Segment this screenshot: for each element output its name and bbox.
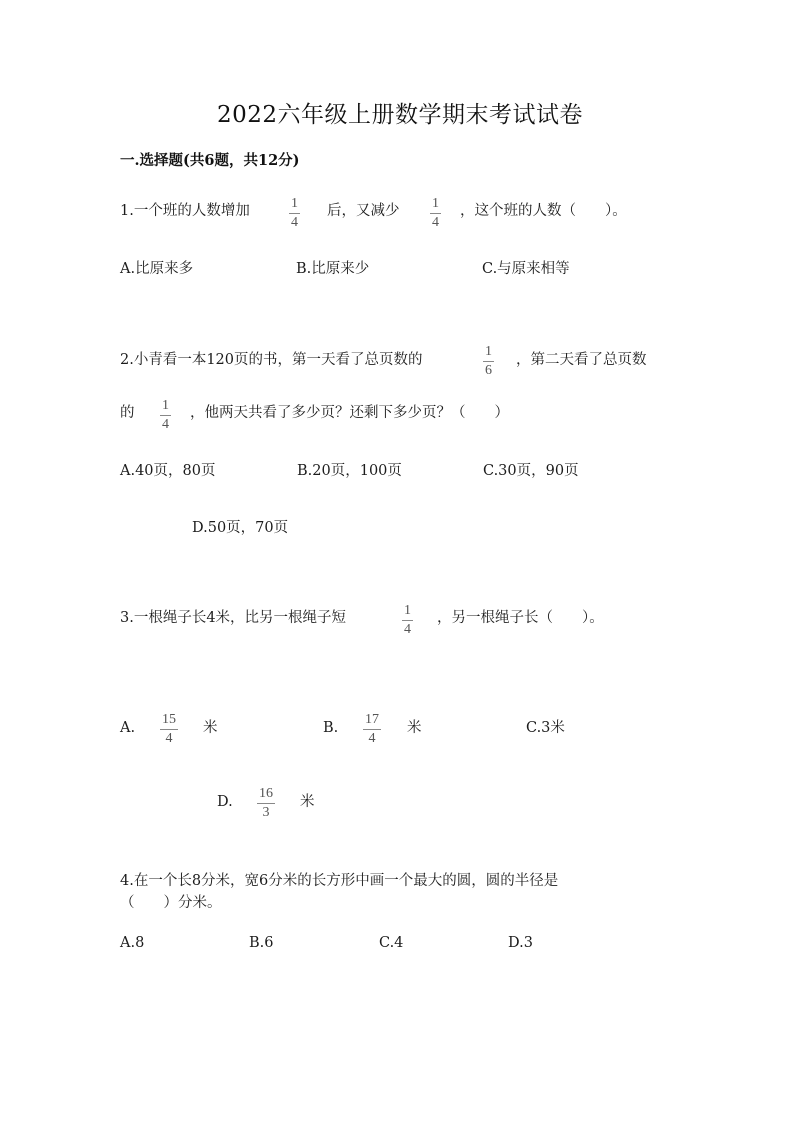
fraction-numerator: 1 <box>160 398 171 416</box>
question-2-text-c: 的 <box>120 405 135 421</box>
fraction-denominator: 4 <box>291 215 298 230</box>
question-3-option-c: C.3米 <box>526 720 565 736</box>
question-4-option-b: B.6 <box>249 935 274 951</box>
question-2-option-d: D.50页，70页 <box>192 520 289 536</box>
question-3-option-d-unit: 米 <box>300 794 315 810</box>
fraction-numerator: 17 <box>363 712 381 730</box>
question-4-option-c: C.4 <box>379 935 404 951</box>
question-2-option-c: C.30页，90页 <box>483 463 579 479</box>
question-1-option-b: B.比原来少 <box>296 261 370 277</box>
fraction-denominator: 6 <box>485 363 492 378</box>
question-1-text-c: ，这个班的人数（ ）。 <box>460 203 627 219</box>
question-4-option-d: D.3 <box>508 935 533 951</box>
question-2-fraction-1 <box>483 344 494 379</box>
question-2-text-b: ，第二天看了总页数 <box>516 352 647 368</box>
question-2-option-a: A.40页，80页 <box>120 463 216 479</box>
question-1-option-c: C.与原来相等 <box>482 261 570 277</box>
question-1-option-a: A.比原来多 <box>120 261 194 277</box>
question-3-option-d-fraction <box>257 786 275 821</box>
fraction-denominator: 4 <box>162 417 169 432</box>
fraction-numerator: 16 <box>257 786 275 804</box>
question-2-option-b: B.20页，100页 <box>297 463 402 479</box>
question-3-option-b-label: B. <box>323 720 339 736</box>
fraction-denominator: 3 <box>262 805 270 820</box>
section-heading: 一.选择题(共6题，共12分) <box>120 152 300 169</box>
question-3-option-b-fraction <box>363 712 381 747</box>
question-2-text-a: 2.小青看一本120页的书，第一天看了总页数的 <box>120 352 423 368</box>
question-1-fraction-2 <box>430 196 441 231</box>
question-3-option-d-label: D. <box>217 794 233 810</box>
question-2-fraction-2 <box>160 398 171 433</box>
fraction-denominator: 4 <box>432 215 439 230</box>
fraction-denominator: 4 <box>165 731 173 746</box>
question-4-option-a: A.8 <box>120 935 145 951</box>
question-3-option-a-unit: 米 <box>203 720 218 736</box>
question-3-option-b-unit: 米 <box>407 720 422 736</box>
fraction-denominator: 4 <box>404 622 411 637</box>
question-1-text-b: 后，又减少 <box>327 203 400 219</box>
question-3-fraction-1 <box>402 603 413 638</box>
fraction-denominator: 4 <box>368 731 376 746</box>
question-4-text-line1: 4.在一个长8分米，宽6分米的长方形中画一个最大的圆，圆的半径是 <box>120 873 559 889</box>
fraction-numerator: 1 <box>483 344 494 362</box>
question-3-text-a: 3.一根绳子长4米，比另一根绳子短 <box>120 610 347 626</box>
page-title: 2022六年级上册数学期末考试试卷 <box>216 102 584 128</box>
question-3-option-a-fraction <box>160 712 178 747</box>
question-3-text-b: ，另一根绳子长（ ）。 <box>437 610 604 626</box>
fraction-numerator: 1 <box>289 196 300 214</box>
fraction-numerator: 15 <box>160 712 178 730</box>
fraction-numerator: 1 <box>402 603 413 621</box>
question-2-text-d: ，他两天共看了多少页？还剩下多少页？（ ） <box>190 405 509 421</box>
question-1-text-a: 1.一个班的人数增加 <box>120 203 250 219</box>
fraction-numerator: 1 <box>430 196 441 214</box>
question-3-option-a-label: A. <box>120 720 136 736</box>
question-4-text-line2: （ ）分米。 <box>120 895 222 911</box>
question-1-fraction-1 <box>289 196 300 231</box>
